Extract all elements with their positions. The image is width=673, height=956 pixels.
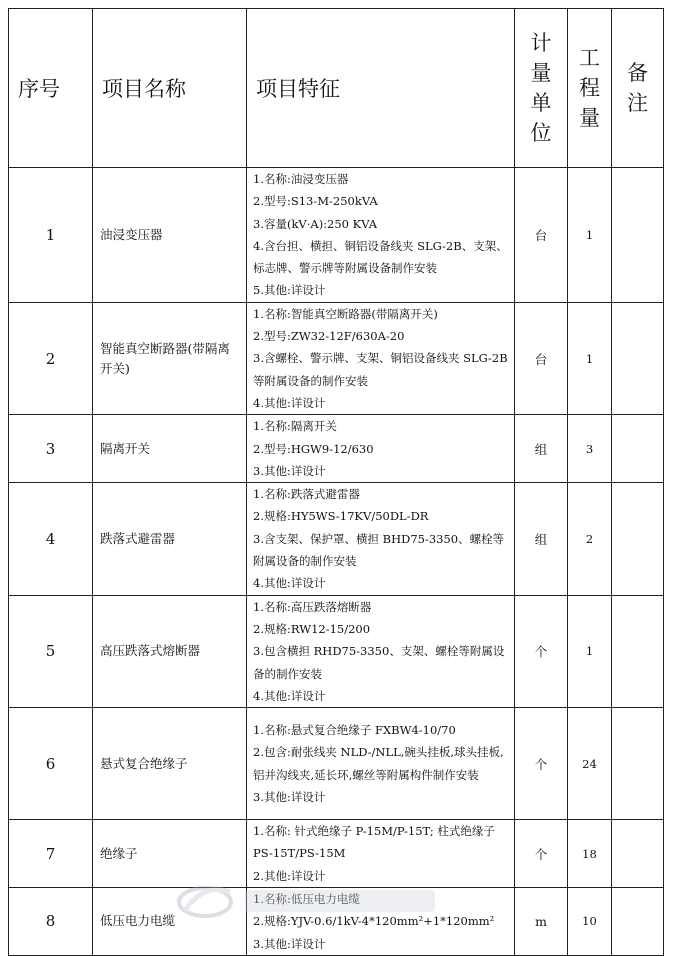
header-row — [9, 9, 664, 168]
row-name: 隔离开关 — [93, 415, 247, 483]
row-note — [612, 595, 664, 707]
row-note — [612, 820, 664, 888]
feature-line: 3.其他:详设计 — [253, 936, 326, 951]
row-features — [247, 708, 515, 820]
feature-line: 1.名称:智能真空断路器(带隔离开关) — [253, 306, 438, 321]
feature-line: 2.规格:RW12-15/200 — [253, 621, 371, 636]
table-row — [9, 415, 664, 483]
feature-line: 1.名称:跌落式避雷器 — [253, 487, 360, 502]
row-features — [247, 168, 515, 303]
feature-line: 2.其他:详设计 — [253, 868, 326, 883]
header-feature: 项目特征 — [247, 9, 515, 168]
row-name: 跌落式避雷器 — [93, 483, 247, 595]
header-qty — [568, 9, 612, 168]
header-note-text: 备注 — [626, 61, 648, 115]
feature-line: 1.名称:隔离开关 — [253, 419, 337, 434]
header-name: 项目名称 — [93, 9, 247, 168]
table-row — [9, 168, 664, 303]
row-features — [247, 483, 515, 595]
header-unit-text: 计量单位 — [530, 31, 552, 145]
row-note — [612, 888, 664, 956]
table-row — [9, 820, 664, 888]
row-unit: 个 — [515, 595, 568, 707]
header-note — [612, 9, 664, 168]
feature-line: 2.包含:耐张线夹 NLD-/NLL,碗头挂板,球头挂板,铝并沟线夹,延长环,螺丝等附属构件制作安装 — [253, 745, 504, 782]
feature-line: 1.名称: 针式绝缘子 P-15M/P-15T; 柱式绝缘子 PS-15T/PS-15M — [253, 824, 495, 861]
header-qty-text: 工程量 — [578, 46, 600, 130]
feature-line: 2.规格:HY5WS-17KV/50DL-DR — [253, 509, 429, 524]
feature-line: 4.其他:详设计 — [253, 688, 326, 703]
row-seq: 5 — [9, 595, 93, 707]
feature-line: 4.其他:详设计 — [253, 395, 326, 410]
feature-line: 1.名称:悬式复合绝缘子 FXBW4-10/70 — [253, 723, 456, 738]
feature-line: 4.其他:详设计 — [253, 576, 326, 591]
row-features — [247, 595, 515, 707]
row-features — [247, 302, 515, 414]
feature-line: 2.型号:ZW32-12F/630A-20 — [253, 329, 405, 344]
row-note — [612, 708, 664, 820]
feature-line: 1.名称:油浸变压器 — [253, 172, 349, 186]
row-name: 绝缘子 — [93, 820, 247, 888]
feature-line: 2.规格:YJV-0.6/1kV-4*120mm²+1*120mm² — [253, 914, 495, 929]
row-seq: 6 — [9, 708, 93, 820]
row-seq: 8 — [9, 888, 93, 956]
row-unit: 组 — [515, 483, 568, 595]
row-unit: 组 — [515, 415, 568, 483]
table-row — [9, 302, 664, 414]
row-qty: 10 — [568, 888, 612, 956]
table-row — [9, 483, 664, 595]
feature-line: 3.含螺栓、警示牌、支架、铜铝设备线夹 SLG-2B 等附属设备的制作安装 — [253, 351, 508, 388]
row-unit: m — [515, 888, 568, 956]
row-qty: 24 — [568, 708, 612, 820]
bill-of-quantities-table — [8, 8, 664, 956]
row-seq: 3 — [9, 415, 93, 483]
feature-line: 5.其他:详设计 — [253, 283, 326, 298]
row-seq: 2 — [9, 302, 93, 414]
row-qty: 1 — [568, 595, 612, 707]
feature-line: 2.型号:S13-M-250kVA — [253, 194, 378, 209]
row-qty: 3 — [568, 415, 612, 483]
row-qty: 2 — [568, 483, 612, 595]
row-unit: 个 — [515, 708, 568, 820]
row-name: 智能真空断路器(带隔离开关) — [93, 302, 247, 414]
header-seq: 序号 — [9, 9, 93, 168]
row-features — [247, 415, 515, 483]
row-features — [247, 820, 515, 888]
row-qty: 1 — [568, 302, 612, 414]
feature-line: 3.其他:详设计 — [253, 463, 326, 478]
feature-line: 3.包含横担 RHD75-3350、支架、螺栓等附属设备的制作安装 — [253, 644, 505, 681]
row-qty: 1 — [568, 168, 612, 303]
row-qty: 18 — [568, 820, 612, 888]
table-row — [9, 708, 664, 820]
row-note — [612, 415, 664, 483]
row-unit: 台 — [515, 168, 568, 303]
row-note — [612, 302, 664, 414]
row-seq: 4 — [9, 483, 93, 595]
row-seq: 7 — [9, 820, 93, 888]
feature-line: 3.含支架、保护罩、横担 BHD75-3350、螺栓等附属设备的制作安装 — [253, 531, 505, 569]
row-unit: 台 — [515, 302, 568, 414]
row-unit: 个 — [515, 820, 568, 888]
feature-line: 1.名称:低压电力电缆 — [253, 892, 360, 907]
row-features — [247, 888, 515, 956]
feature-line: 4.含台担、横担、铜铝设备线夹 SLG-2B、支架、标志牌、警示牌等附属设备制作安装 — [253, 238, 508, 276]
table-row — [9, 595, 664, 707]
row-name: 低压电力电缆 — [93, 888, 247, 956]
feature-line: 2.型号:HGW9-12/630 — [253, 441, 374, 456]
feature-line: 3.其他:详设计 — [253, 789, 326, 804]
header-unit — [515, 9, 568, 168]
table-row — [9, 888, 664, 956]
row-name: 高压跌落式熔断器 — [93, 595, 247, 707]
row-note — [612, 168, 664, 303]
feature-line: 1.名称:高压跌落熔断器 — [253, 599, 372, 614]
row-seq: 1 — [9, 168, 93, 303]
feature-line: 3.容量(kV·A):250 KVA — [253, 216, 378, 231]
row-name: 悬式复合绝缘子 — [93, 708, 247, 820]
row-note — [612, 483, 664, 595]
row-name: 油浸变压器 — [93, 168, 247, 303]
